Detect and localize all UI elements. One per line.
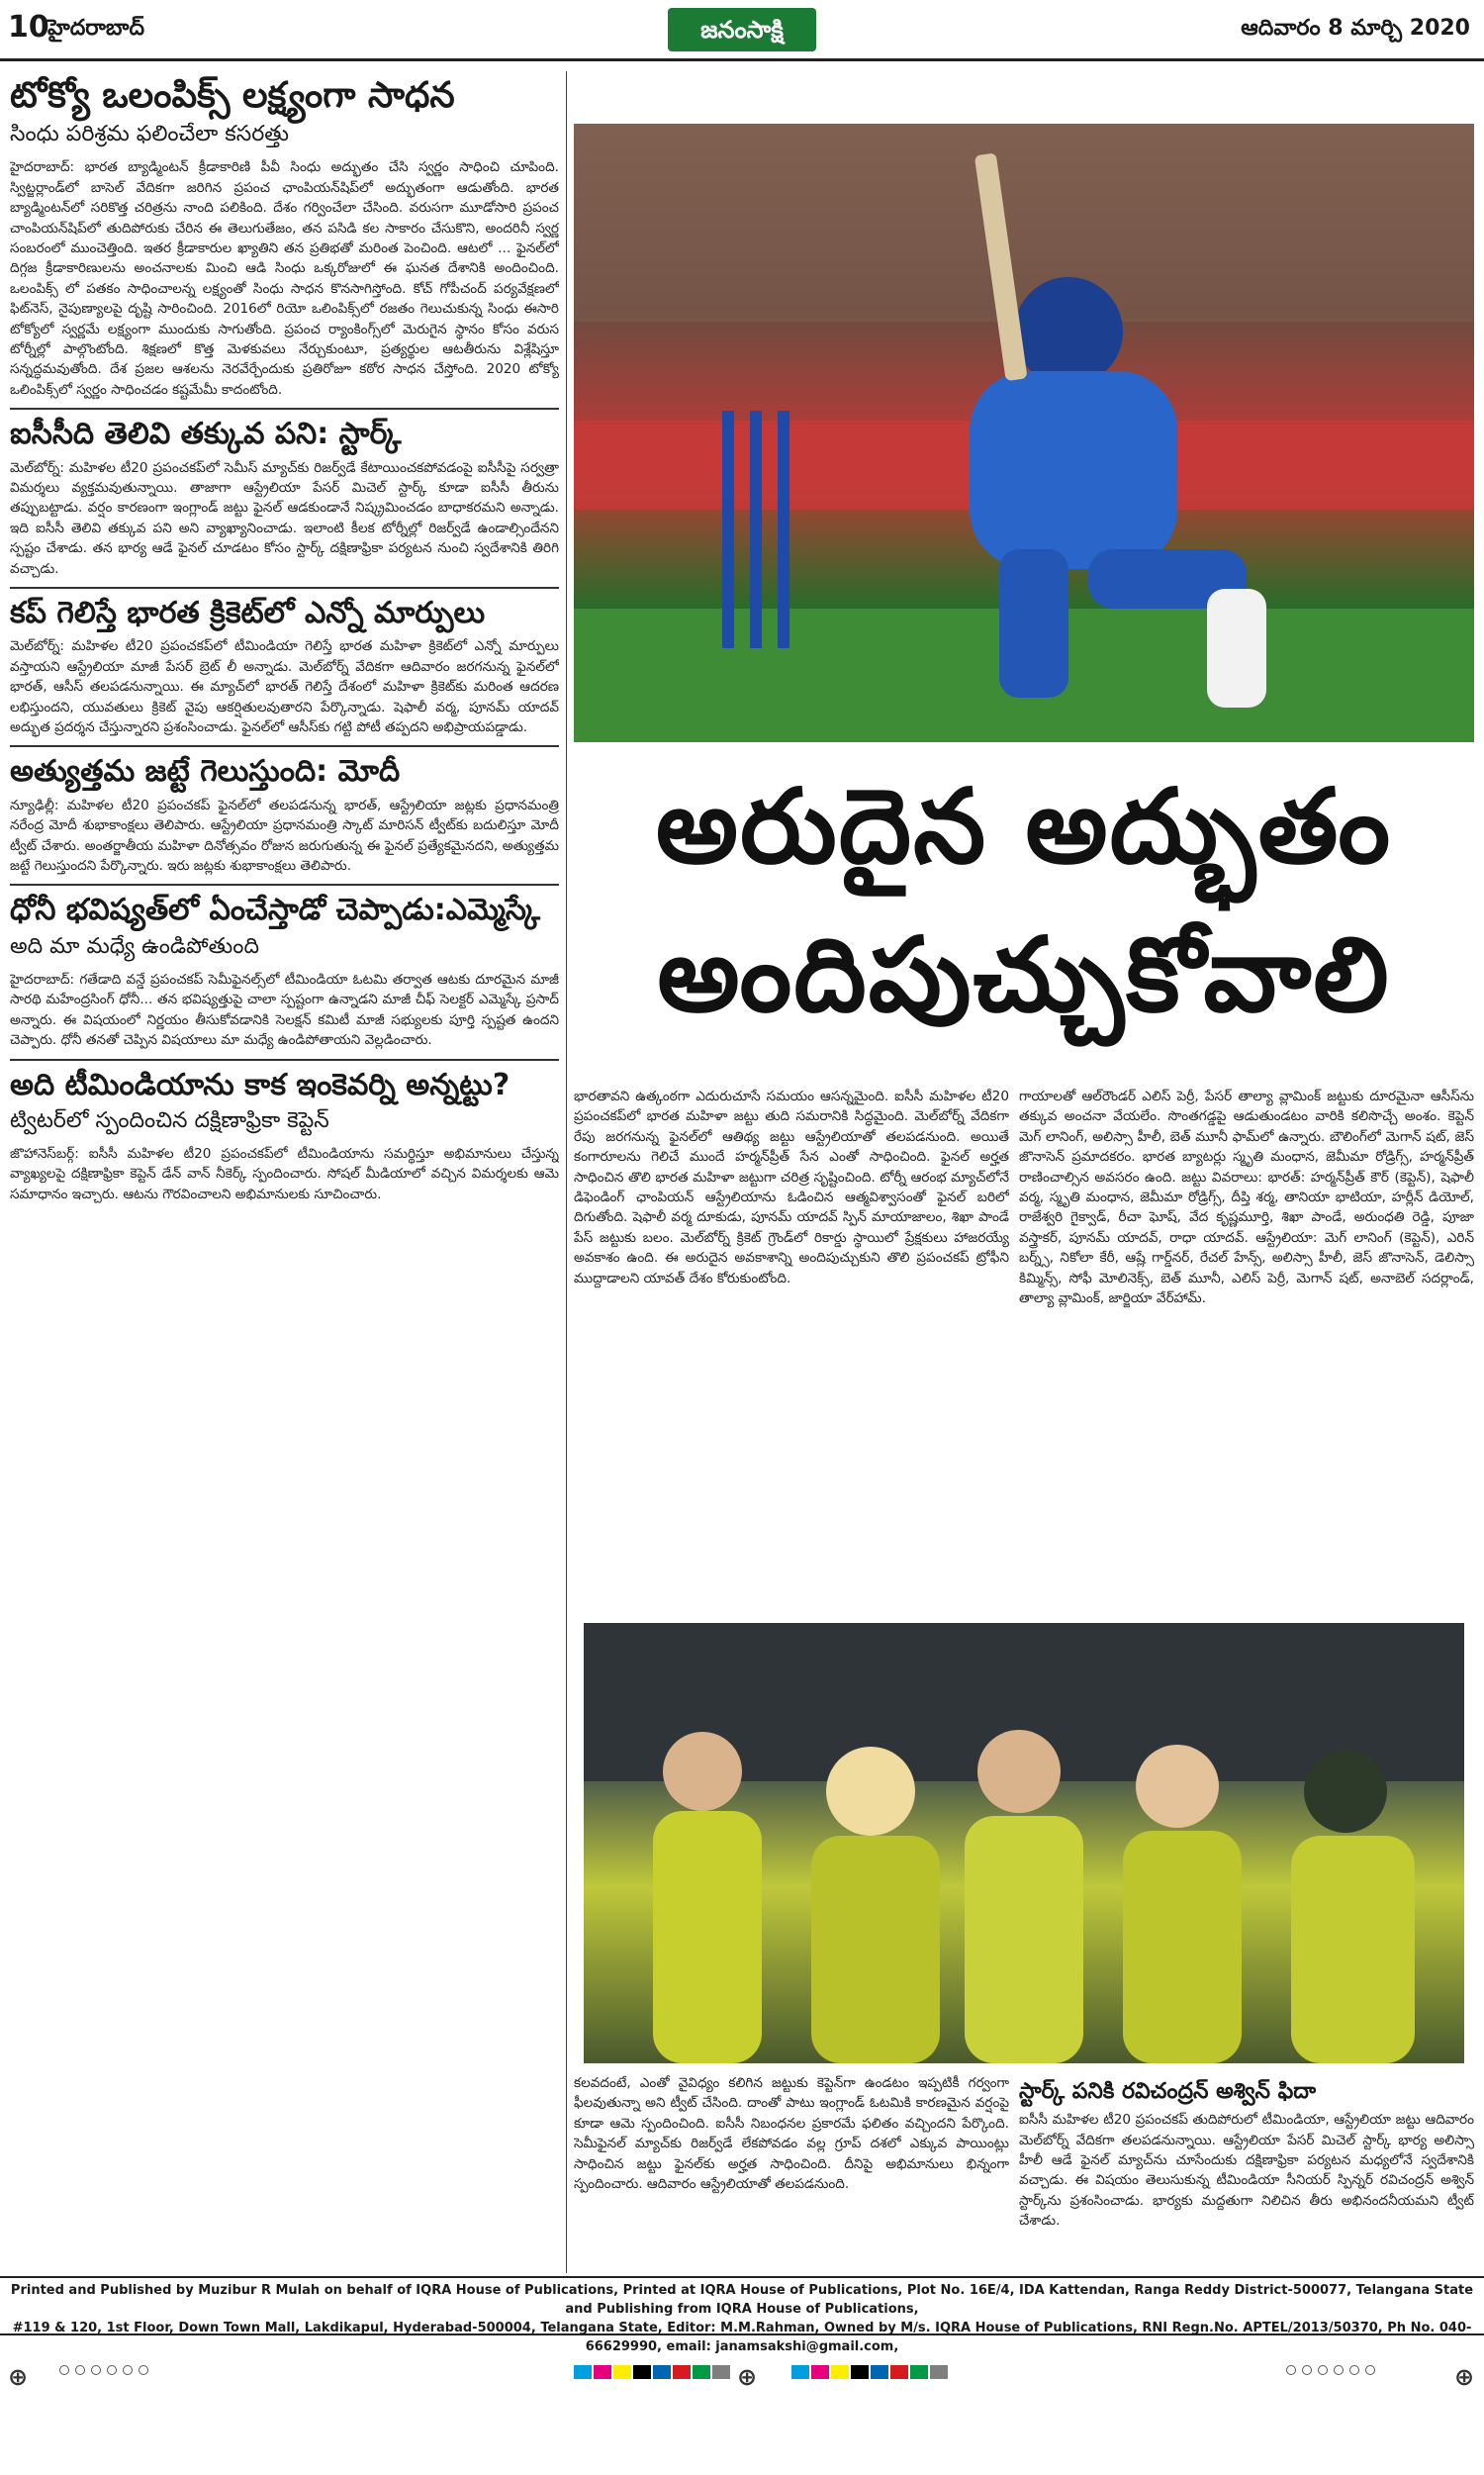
left-column	[10, 71, 559, 2273]
headline: అది టీమిండియాను కాక ఇంకెవర్ని అన్నట్టు?	[10, 1067, 510, 1102]
main-story-column-b	[1019, 1087, 1474, 1611]
color-swatch	[613, 2365, 631, 2379]
color-swatches	[574, 2365, 732, 2379]
color-swatch	[791, 2365, 809, 2379]
color-swatch	[851, 2365, 869, 2379]
australia-team-photo	[584, 1623, 1464, 2063]
batter-photo	[574, 124, 1474, 742]
color-swatches	[791, 2365, 950, 2379]
dot-icon	[1334, 2365, 1344, 2375]
dot-icon	[59, 2365, 69, 2375]
registration-dots	[59, 2365, 148, 2379]
article-body: జొహానెస్‌బర్గ్: ఐసీసీ మహిళల టీ20 ప్రపంచకప్‌లో టీమిండియాను సమర్థిస్తూ అభిమానులు చేస్తున్న వ్యాఖ్యలపై దక్షిణాఫ్రికా కెప్టెన్ డేన్ వాన్ నీకెర్క్ స్పందించారు. సోషల్ మీడియాలో వచ్చిన విమర్శలకు ఆమె సమాధానం ఇచ్చారు. ఆటను గౌరవించాలని అభిమానులకు సూచించారు.	[10, 1146, 559, 1202]
dot-icon	[1349, 2365, 1359, 2375]
imprint-line1: Printed and Published by Muzibur R Mulah on behalf of IQRA House of Publications, Printed at IQRA House of Publications, Plot No. 16E/4, IDA Kattendan, Ranga Reddy District-500077, Telangana State and Publishing from IQRA House of Publications,	[10, 2283, 1474, 2317]
dot-icon	[1365, 2365, 1375, 2375]
subheadline: ట్విటర్‌లో స్పందించిన దక్షిణాఫ్రికా కెప్టెన్	[10, 1108, 329, 1133]
article-body: హైదరాబాద్‌: భారత బ్యాడ్మింటన్ క్రీడాకారిణి పీవీ సింధు అద్భుతం చేసి స్వర్ణం సాధించి చూపింది. స్విట్జర్లాండ్‌లో బాసెల్ వేదికగా జరిగిన ప్రపంచ ఛాంపియన్‌షిప్‌లో అద్భుతంగా ఆడుతోంది. భారత బ్యాడ్మింటన్‌లో సరికొత్త చరిత్రను నాంది పలికింది. దేశం గర్వించేలా చేసింది. వరుసగా మూడోసారి ప్రపంచ చాంపియన్‌షిప్‌లో తుదిపోరుకు చేరిన ఈ తెలుగుతేజం, తన పసిడి కల సాకారం చేసుకొని, అందరినీ స్వర్ణ సంబరంలో ముంచెత్తింది. ఇతర క్రీడాకారుల ఖ్యాతిని తన ప్రతిభతో మరింత పెంచింది. ఆటలో ... ఫైనల్‌లో దిగ్గజ క్రీడాకారిణులను అంచనాలకు మించి ఆడి సింధు ఒక్కరోజులో ఈ ఘనత దేశానికి అందించింది. ఒలంపిక్స్ లో పతకం సాధించాలన్న లక్ష్యంతో సింధు సాధన కొనసాగిస్తోంది. కోచ్ గోపీచంద్ పర్యవేక్షణలో ఫిట్‌నెస్, నైపుణ్యాలపై దృష్టి సారించింది. 2016లో రియో ఒలింపిక్స్‌లో రజతం గెలుచుకున్న సింధు ఈసారి టోక్యోలో స్వర్ణమే లక్ష్యంగా ముందుకు సాగుతోంది. ప్రపంచ ర్యాంకింగ్స్‌లో మెరుగైన స్థానం కోసం వరుస టోర్నీల్లో పాల్గొంటోంది. శిక్షణలో కొత్త మెళకువలు నేర్చుకుంటూ, ప్రత్యర్థుల ఆటతీరును విశ్లేషిస్తూ సన్నద్ధమవుతోంది. దేశ ప్రజల ఆశలను నెరవేర్చేందుకు ప్రతిరోజూ కఠోర సాధన చేస్తోంది. 2020 టోక్యో ఒలింపిక్స్‌లో స్వర్ణం సాధించడం కష్టమేమీ కాదంటోంది.	[10, 159, 559, 398]
article-body: హైదరాబాద్‌: గతేడాది వన్డే ప్రపంచకప్ సెమీఫైనల్స్‌లో టీమిండియా ఓటమి తర్వాత ఆటకు దూరమైన మాజీ సారథి మహేంద్రసింగ్ ధోనీ... తన భవిష్యత్తుపై చాలా స్పష్టంగా ఉన్నాడని మాజీ చీఫ్ సెలక్టర్ ఎమ్మెస్కే ప్రసాద్ అన్నారు. ఈ విషయంలో నిర్ణయం తీసుకోవడానికి సెలక్షన్ కమిటీ మాజీ సభ్యులకు పూర్తి స్పష్టత ఉందని చెప్పారు. ధోనీ తనతో చెప్పిన విషయాలు మా మధ్యే ఉండిపోతాయని వెల్లడించారు.	[10, 971, 559, 1049]
newspaper-logo: జనంసాక్షి	[668, 8, 816, 51]
stumps	[722, 411, 789, 648]
divider	[10, 587, 559, 589]
article-body: గాయాలతో ఆల్‌రౌండర్ ఎలిస్ పెర్రీ, పేసర్ తాల్యా వ్లామింక్ జట్టుకు దూరమైనా ఆసీస్‌ను తక్కువ అంచనా వేయలేం. సొంతగడ్డపై ఆడుతుండటం వారికి కలిసొచ్చే అంశం. కెప్టెన్ మెగ్ లానింగ్, అలిస్సా హీలీ, బెత్ మూనీ ఫామ్‌లో ఉన్నారు. బౌలింగ్‌లో మెగాన్ షట్, జెస్ జొనాసెన్ ప్రమాదకరం. భారత బ్యాటర్లు స్మృతి మంధాన, జెమీమా రోడ్రిగ్స్, హర్మన్‌ప్రీత్ రాణించాల్సిన అవసరం ఉంది. జట్టు వివరాలు: భారత్‌: హర్మన్‌ప్రీత్ కౌర్ (కెప్టెన్), షెఫాలీ వర్మ, స్మృతి మంధాన, జెమీమా రోడ్రిగ్స్, దీప్తి శర్మ, తానియా భాటియా, హర్లీన్ డియోల్, రాజేశ్వరి గైక్వాడ్, రీచా ఘోష్, వేద కృష్ణమూర్తి, శిఖా పాండే, అరుంధతి రెడ్డి, పూజా వస్త్రాకర్, పూనమ్ యాదవ్, రాధా యాదవ్. ఆస్ట్రేలియా: మెగ్ లానింగ్ (కెప్టెన్), ఎరిన్ బర్న్స్, నికోలా కేరీ, ఆష్లే గార్డ్‌నర్, రేచల్ హేన్స్, అలిస్సా హీలీ, జెస్ జొనాసెన్, డెలిస్సా కిమ్మిన్స్, సోఫీ మోలినెక్స్, బెత్ మూనీ, ఎలిస్ పెర్రీ, మెగాన్ షట్, అనాబెల్ సదర్లాండ్, తాల్యా వ్లామింక్, జార్జియా వేర్‌హామ్.	[1019, 1089, 1474, 1306]
color-swatch	[633, 2365, 651, 2379]
page-number: 10	[8, 10, 49, 45]
color-swatch	[712, 2365, 730, 2379]
color-swatch	[890, 2365, 908, 2379]
article-south-africa-captain	[10, 1069, 559, 1205]
imprint-footer	[0, 2276, 1484, 2354]
registration-mark-icon: ⊕	[1454, 2363, 1475, 2391]
batter-illustration	[574, 124, 1474, 742]
article-tokyo-olympics	[10, 75, 559, 400]
ashwin-story	[1019, 2073, 1474, 2276]
registration-mark-icon: ⊕	[737, 2363, 758, 2391]
subheadline: సింధు పరిశ్రమ ఫలించేలా కసరత్తు	[10, 122, 289, 147]
main-headline-line1: అరుదైన అద్భుతం	[655, 766, 1393, 887]
dot-icon	[1302, 2365, 1312, 2375]
registration-mark-icon: ⊕	[8, 2363, 29, 2391]
article-body: భారతావని ఉత్కంఠగా ఎదురుచూసే సమయం ఆసన్నమైంది. ఐసీసీ మహిళల టీ20 ప్రపంచకప్‌లో భారత మహిళా జట్టు తుది సమరానికి సిద్ధమైంది. మెల్‌బోర్న్ వేదికగా రేపు జరగనున్న ఫైనల్‌లో ఆతిథ్య జట్టు ఆస్ట్రేలియాతో తలపడనుంది. అయితే కంగారూలను గెలిచే ముందే హర్మన్‌ప్రీత్ సేన ఎంతో సాధించింది. ఫైనల్ అర్హత సాధించిన తొలి భారత మహిళా జట్టుగా చరిత్ర సృష్టించింది. టోర్నీ ఆరంభ మ్యాచ్‌లోనే డిఫెండింగ్ ఛాంపియన్ ఆస్ట్రేలియాను ఓడించిన ఆత్మవిశ్వాసంతో ఫైనల్ బరిలో దిగుతోంది. షెఫాలీ వర్మ దూకుడు, పూనమ్ యాదవ్ స్పిన్ మాయాజాలం, శిఖా పాండే పేస్ జట్టుకు బలం. మెల్‌బోర్న్ క్రికెట్ గ్రౌండ్‌లో రికార్డు స్థాయిలో ప్రేక్షకులు హాజరయ్యే అవకాశం ఉంది. ఈ అరుదైన అవకాశాన్ని అందిపుచ్చుకుని తొలి ప్రపంచకప్ ట్రోఫీని ముద్దాడాలని యావత్ దేశం కోరుకుంటోంది.	[574, 1089, 1009, 1286]
headline: స్టార్క్ పనికి రవిచంద్రన్ అశ్విన్ ఫిదా	[1019, 2079, 1317, 2104]
article-cup-changes	[10, 597, 559, 737]
color-swatch	[693, 2365, 710, 2379]
color-swatch	[574, 2365, 592, 2379]
article-body: కలవదంటే, ఎంతో వైవిధ్యం కలిగిన జట్టుకు కెప్టెన్‌గా ఉండటం ఇప్పటికీ గర్వంగా ఫీలవుతున్నా అని ట్వీట్ చేసింది. దాంతో పాటు ఇంగ్లాండ్ ఓటమికి కారణమైన వర్షంపై కూడా ఆమె స్పందించింది. ఐసీసీ నిబంధనల ప్రకారమే ఫలితం వచ్చిందని పేర్కొంది. సెమీఫైనల్ మ్యాచ్‌కు రిజర్వ్‌డే లేకపోవడం వల్ల గ్రూప్ దశలో ఎక్కువ పాయింట్లు సాధించిన జట్టు ఫైనల్‌కు అర్హత సాధించింది. దీనిపై అభిమానులు భిన్నంగా స్పందించారు. ఆదివారం ఆస్ట్రేలియాతో తలపడనుంది.	[574, 2075, 1009, 2192]
color-swatch	[811, 2365, 829, 2379]
dot-icon	[75, 2365, 85, 2375]
color-swatch	[653, 2365, 671, 2379]
headline: టోక్యో ఒలంపిక్స్ లక్ష్యంగా సాధన	[10, 75, 455, 116]
color-swatch	[831, 2365, 849, 2379]
headline: అత్యుత్తమ జట్టే గెలుస్తుంది: మోదీ	[10, 754, 401, 790]
print-registration-bar	[0, 2355, 1484, 2395]
divider	[10, 408, 559, 410]
article-body: న్యూఢిల్లీ: మహిళల టీ20 ప్రపంచకప్ ఫైనల్‌లో తలపడనున్న భారత్, ఆస్ట్రేలియా జట్లకు ప్రధానమంత్రి నరేంద్ర మోదీ శుభాకాంక్షలు తెలిపారు. ఆస్ట్రేలియా ప్రధానమంత్రి స్కాట్ మారిసన్ ట్వీట్‌కు బదులిస్తూ మోదీ ట్వీట్ చేశారు. అంతర్జాతీయ మహిళా దినోత్సవం రోజున జరుగుతున్న ఈ ఫైనల్ ప్రత్యేకమైనదని, అత్యుత్తమ జట్టే గెలుస్తుందని పేర్కొన్నారు. ఇరు జట్లకు శుభాకాంక్షలు తెలిపారు.	[10, 797, 559, 875]
headline: కప్ గెలిస్తే భారత క్రికెట్‌లో ఎన్నో మార్పులు	[10, 595, 486, 630]
column-divider	[566, 71, 567, 2273]
main-story-column-a	[574, 1087, 1009, 1611]
article-dhoni	[10, 894, 559, 1050]
edition-date: ఆదివారం 8 మార్చి 2020	[1241, 16, 1470, 41]
masthead	[0, 0, 1484, 61]
dot-icon	[91, 2365, 101, 2375]
main-headline	[574, 752, 1474, 1079]
team-celebration-illustration	[584, 1623, 1464, 2063]
article-body: మెల్‌బోర్న్‌: మహిళల టీ20 ప్రపంచకప్‌లో టీమిండియా గెలిస్తే భారత మహిళా క్రికెట్‌లో ఎన్నో మార్పులు వస్తాయని ఆస్ట్రేలియా మాజీ పేసర్ బ్రెట్ లీ అన్నాడు. మెల్‌బోర్న్ వేదికగా ఆదివారం జరగనున్న ఫైనల్‌లో భారత్, ఆసీస్ తలపడనున్నాయి. ఈ మ్యాచ్‌లో భారత్ గెలిస్తే దేశంలో మహిళా క్రికెట్‌కు మరింత ఆదరణ లభిస్తుందని, యువతులు క్రికెట్ వైపు ఆకర్షితులవుతారని పేర్కొన్నాడు. షెఫాలీ వర్మ, పూనమ్ యాదవ్ అద్భుత ప్రదర్శన చేస్తున్నారని ప్రశంసించాడు. ఫైనల్‌లో ఆసీస్‌కు గట్టి పోటీ తప్పదని అభిప్రాయపడ్డాడు.	[10, 638, 559, 735]
article-modi	[10, 755, 559, 876]
color-swatch	[910, 2365, 928, 2379]
divider	[10, 884, 559, 886]
edition-city: హైదరాబాద్	[47, 16, 144, 41]
subheadline: అది మా మధ్యే ఉండిపోతుంది	[10, 933, 259, 959]
headline: ధోనీ భవిష్యత్‌లో ఏంచేస్తాడో చెప్పాడు:ఎమ్మెస్కే	[10, 893, 540, 928]
color-swatch	[594, 2365, 611, 2379]
color-swatch	[673, 2365, 691, 2379]
article-body: మెల్‌బోర్న్‌: మహిళల టీ20 ప్రపంచకప్‌లో సెమీస్ మ్యాచ్‌కు రిజర్వ్‌డే కేటాయించకపోవడంపై ఐసీసీపై సర్వత్రా విమర్శలు వ్యక్తమవుతున్నాయి. తాజాగా ఆస్ట్రేలియా పేసర్ మిచెల్ స్టార్క్ కూడా ఐసీసీ తీరును తప్పుబట్టాడు. వర్షం కారణంగా ఇంగ్లాండ్ జట్టు ఫైనల్ ఆడకుండానే నిష్క్రమించడం బాధాకరమని అన్నాడు. ఇది ఐసీసీ తెలివి తక్కువ పని అని వ్యాఖ్యానించాడు. ఇలాంటి కీలక టోర్నీల్లో రిజర్వ్‌డే ఉండాల్సిందేనని స్పష్టం చేశాడు. తన భార్య ఆడే ఫైనల్ చూడటం కోసం స్టార్క్ దక్షిణాఫ్రికా పర్యటన నుంచి స్వదేశానికి తిరిగి వచ్చాడు.	[10, 459, 559, 577]
divider	[10, 745, 559, 747]
dot-icon	[1286, 2365, 1296, 2375]
dot-icon	[1318, 2365, 1328, 2375]
imprint-line2: #119 & 120, 1st Floor, Down Town Mall, Lakdikapul, Hyderabad-500004, Telangana State, Editor: M.M.Rahman, Owned by M/s. IQRA House of Publications, RNI Regn.No. APTEL/2013/50370, Ph No. 040-66629990, email: janamsakshi@gmail.com,	[12, 2320, 1472, 2354]
color-swatch	[871, 2365, 888, 2379]
main-headline-line2: అందిపుచ్చుకోవాలి	[657, 914, 1391, 1035]
article-body: ఐసీసీ మహిళల టీ20 ప్రపంచకప్ తుదిపోరులో టీమిండియా, ఆస్ట్రేలియా జట్టు ఆదివారం మెల్‌బోర్న్‌ వేదికగా తలపడనున్నాయి. ఆస్ట్రేలియా పేసర్ మిచెల్ స్టార్క్ భార్య అలిస్సా హీలీ ఆడే ఫైనల్ మ్యాచ్‌ను చూసేందుకు దక్షిణాఫ్రికా పర్యటన మధ్యలోనే స్వదేశానికి వచ్చాడు. ఈ విషయం తెలుసుకున్న టీమిండియా సీనియర్ స్పిన్నర్ రవిచంద్రన్ అశ్విన్ స్టార్క్‌ను ప్రశంసించాడు. భార్యకు మద్దతుగా నిలిచిన తీరు అభినందనీయమని ట్వీట్ చేశాడు.	[1019, 2112, 1474, 2230]
main-story-column-c	[574, 2073, 1009, 2276]
divider	[10, 1059, 559, 1061]
dot-icon	[107, 2365, 117, 2375]
dot-icon	[139, 2365, 148, 2375]
article-icc-starc	[10, 418, 559, 579]
headline: ఐసీసీది తెలివి తక్కువ పని: స్టార్క్	[10, 417, 402, 452]
color-swatch	[930, 2365, 948, 2379]
registration-dots	[1286, 2365, 1375, 2379]
dot-icon	[123, 2365, 133, 2375]
